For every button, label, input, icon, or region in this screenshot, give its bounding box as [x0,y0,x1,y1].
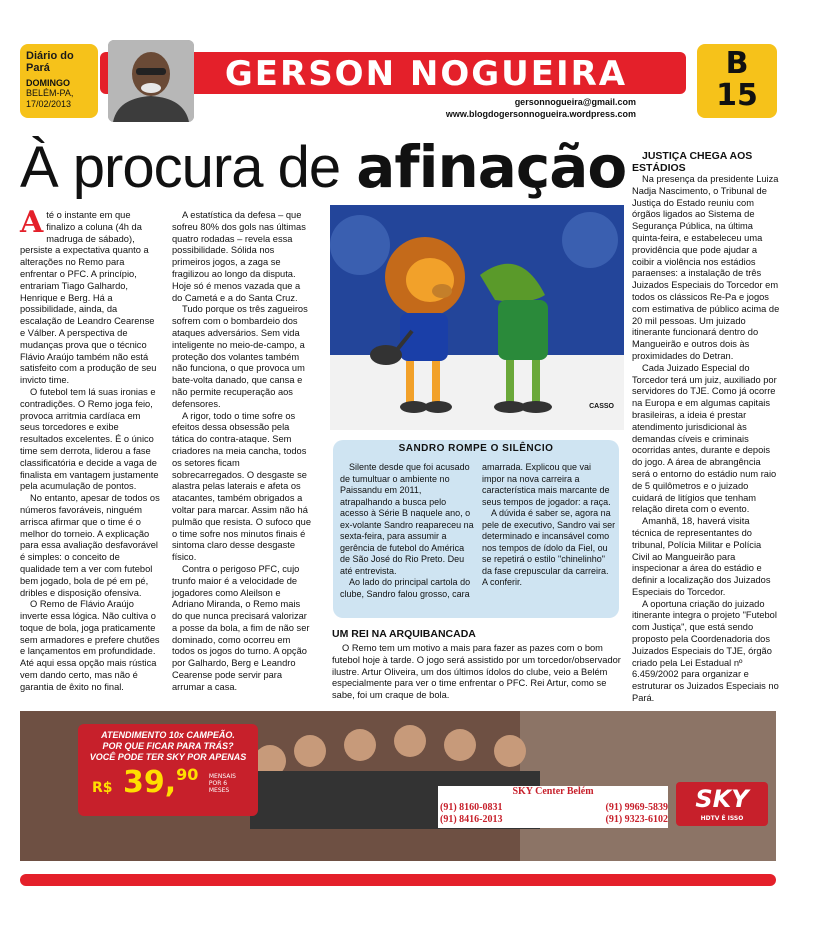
paper-name: Diário do Pará [26,50,74,74]
article-paragraph: Contra o perigoso PFC, cujo trunfo maior é a velocidade de jogadores como Aleilson e Adriano Miranda, o Remo mais do que nunca precisará valorizar a posse da bola, a fim de não ser dominado, como ocorreu em todos os jogos do turno. A opção por Galhardo, Berg e Leandro Cearense pode servir para arrumar a casa. [172,563,310,692]
page-number: 15 [716,78,758,113]
article-paragraph: A oportuna criação do juizado itinerante integra o projeto "Futebol com Justiça", que está sendo proposto pela Coordenadoria dos Juizados Especiais do TJE, órgão criado pela Lei Estadual nº 6.459/2002 para organizar e estruturar os Juizados Especiais no Pará. [632,598,779,704]
rei-paragraph: O Remo tem um motivo a mais para fazer as pazes com o bom futebol hoje à tarde. O jogo será assistido por um torcedor/observador ilustre. Artur Oliveira, um dos últimos ídolos do clube, veio a Belém especialmente para ver o time enfrentar o PFC. Rei Artur, como se sabe, foi um craque de bola. [332,643,621,701]
rei-subhead: UM REI NA ARQUIBANCADA [332,628,476,640]
article-paragraph: No entanto, apesar de todos os números favoráveis, ninguém arrisca afirmar que o time é o melhor do torneio. A explicação para essa avaliação desfavorável é simples: o conceito de qualidade tem a ver com futebol bem jogado, bola de pé em pé, dribles e disposição ofensiva. [20,493,160,598]
columnist-name: GERSON NOGUEIRA [224,54,628,94]
headline [20,132,627,203]
ad-headline: ATENDIMENTO 10x CAMPEÃO. POR QUE FICAR PARA TRÁS? VOCÊ PODE TER SKY POR APENAS [89,730,247,762]
cartoon-signature: CASSO [589,403,614,410]
headline-light: À procura de [20,135,341,200]
masthead-box [20,44,98,118]
phone-number[interactable]: (91) 9323-6102 [605,814,668,825]
ad-price: R$ 39,90 MENSAIS POR 6 MESES [92,765,236,800]
article-paragraph: O Remo de Flávio Araújo inverte essa lógica. Não cultiva o toque de bola, joga praticamente sem armadores e prefere chutões e lançamentos em profundidade. Até aqui essa opção mais rústica vem dando certo, mas não é garantia de êxito no final. [20,599,160,692]
article-paragraph: Tudo porque os três zagueiros sofrem com o bombardeio dos ataques adversários. Sem vida inteligente no meio-de-campo, a proteção dos volantes também não funciona, o que provoca um bate-volta danado, que cansa e não permite recuperação aos defensores. [172,304,308,409]
rei-body [332,643,622,702]
article-column-2 [172,210,312,694]
blog-link[interactable]: www.blogdogersonnogueira.wordpress.com [445,109,636,119]
cartoon-illustration [330,205,624,430]
article-column-1 [20,205,160,694]
bottom-red-bar [20,874,776,886]
section-letter: B [725,46,749,81]
box-column-2 [482,462,616,589]
sky-logo: SKY HDTV É ISSO [676,782,768,826]
columnist-photo [108,40,194,122]
phone-number[interactable]: (91) 8416-2013 [440,814,503,825]
box-paragraph: Ao lado do principal cartola do clube, Sandro falou grosso, cara [340,577,471,599]
drop-cap: A [20,205,44,240]
store-phones [440,802,668,826]
contact-info [430,96,636,120]
article-paragraph: Cada Juizado Especial do Torcedor terá um juiz, auxiliado por servidores do TJE. Como já ocorre na Europa e em algumas capitais brasileiras, a ideia é prestar atendimento jurisdicional às demandas cíveis e criminais ocorridas antes, durante e depois do jogo. A área de abrangência será o entorno do estádio num raio de 5 quilômetros e o juizado cuidará de litígios que tenham relação direta com o evento. [632,362,777,515]
box-paragraph: Silente desde que foi acusado de tumultuar o ambiente no Paissandu em 2011, atrapalhando a busca pelo acesso à Série B naquele ano, o ex-volante Sandro reapareceu na sexta-feira, para assumir a gerência de futebol do América de São José do Rio Preto. Deu até entrevista. [340,462,474,576]
store-name: SKY Center Belém [512,786,594,797]
article-paragraph: Amanhã, 18, haverá visita técnica de representantes do tribunal, Polícia Militar e Polícia Civil ao Mangueirão para inspecionar a área do estádio e definir a localização dos Juizados Especiais do Torcedor. [632,516,771,597]
phone-number[interactable]: (91) 9969-5839 [605,802,668,813]
headline-bold: afinação [356,133,627,201]
edition-day: DOMINGO [26,78,70,88]
section-box [697,44,777,118]
edition-place: BELÉM-PA, [26,88,74,98]
article-column-4 [632,150,780,705]
article-paragraph: A estatística da defesa – que sofreu 80% dos gols nas últimas quatro rodadas – revela essa possibilidade. Sólida nos primeiros jogos, a zaga se fragilizou ao longo da disputa. Hoje só é menos vazada que a do Cametá e a do Santa Cruz. [172,210,306,303]
article-paragraph: Até o instante em que finalizo a coluna (4h da madruga de sábado), persiste a expectativa quanto a alterações no Remo para enfrentar o PFC. A princípio, entrariam Tiago Galhardo, Henrique e Berg. Há a possibilidade, ainda, da escalação de Leandro Cearense e Válber. A perspectiva de mudanças prova que o técnico Flávio Araújo também não está satisfeito com a produção de seu invicto time. [20,205,157,386]
edition-date: 17/02/2013 [26,99,72,109]
justica-subhead: JUSTIÇA CHEGA AOS ESTÁDIOS [632,150,753,174]
email-link[interactable]: gersonnogueira@gmail.com [514,97,636,107]
article-paragraph: Na presença da presidente Luiza Nadja Nascimento, o Tribunal de Justiça do Estado reuniu com órgãos ligados ao Sistema de Segurança Pública, na última quinta-feira, e estabeleceu uma providência que pode ajudar a coibir a violência nos estádios paraenses: a instalação de três Juizados Especiais do Torcedor em todos os clássicos Re-Pa e jogos com estimativa de público acima de 20 mil pessoas. Um juizado itinerante funcionará dentro do Mangueirão e outros dois às proximidades do Detran. [632,174,780,361]
box-paragraph: amarrada. Explicou que vai impor na nova carreira a característica mais marcante de seus tempos de jogador: a raça. [482,462,611,507]
article-paragraph: A rigor, todo o time sofre os efeitos dessa obsessão pela tática do contra-ataque. Sem criadores na meia cancha, todos os setores ficam sobrecarregados. O desgaste se alastra pelas laterais e afeta os atacantes, também obrigados a voltar para marcar. Assim não há pulmão que resista. O sufoco que o time sofre nos minutos finais é sintoma claro desse desgaste físico. [172,410,312,563]
article-paragraph: O futebol tem lá suas ironias e contradições. O Remo joga feio, provoca arritmia cardíaca em seus torcedores e exibe resultados excelentes. É o único time sem derrota, liderou a fase classificatória e decide a vaga de finalista em vantagem justamente pela acumulação de pontos. [20,386,159,492]
box-title: SANDRO ROMPE O SILÊNCIO [398,443,554,454]
phone-number[interactable]: (91) 8160-0831 [440,802,503,813]
box-paragraph: A dúvida é saber se, agora na pele de executivo, Sandro vai ser determinado e incansável como nos tempos de ídolo da Fiel, ou se repetirá o estilo "chinelinho" da fase crepuscular da carreira. A conferir. [482,508,616,587]
box-column-1 [340,462,476,600]
